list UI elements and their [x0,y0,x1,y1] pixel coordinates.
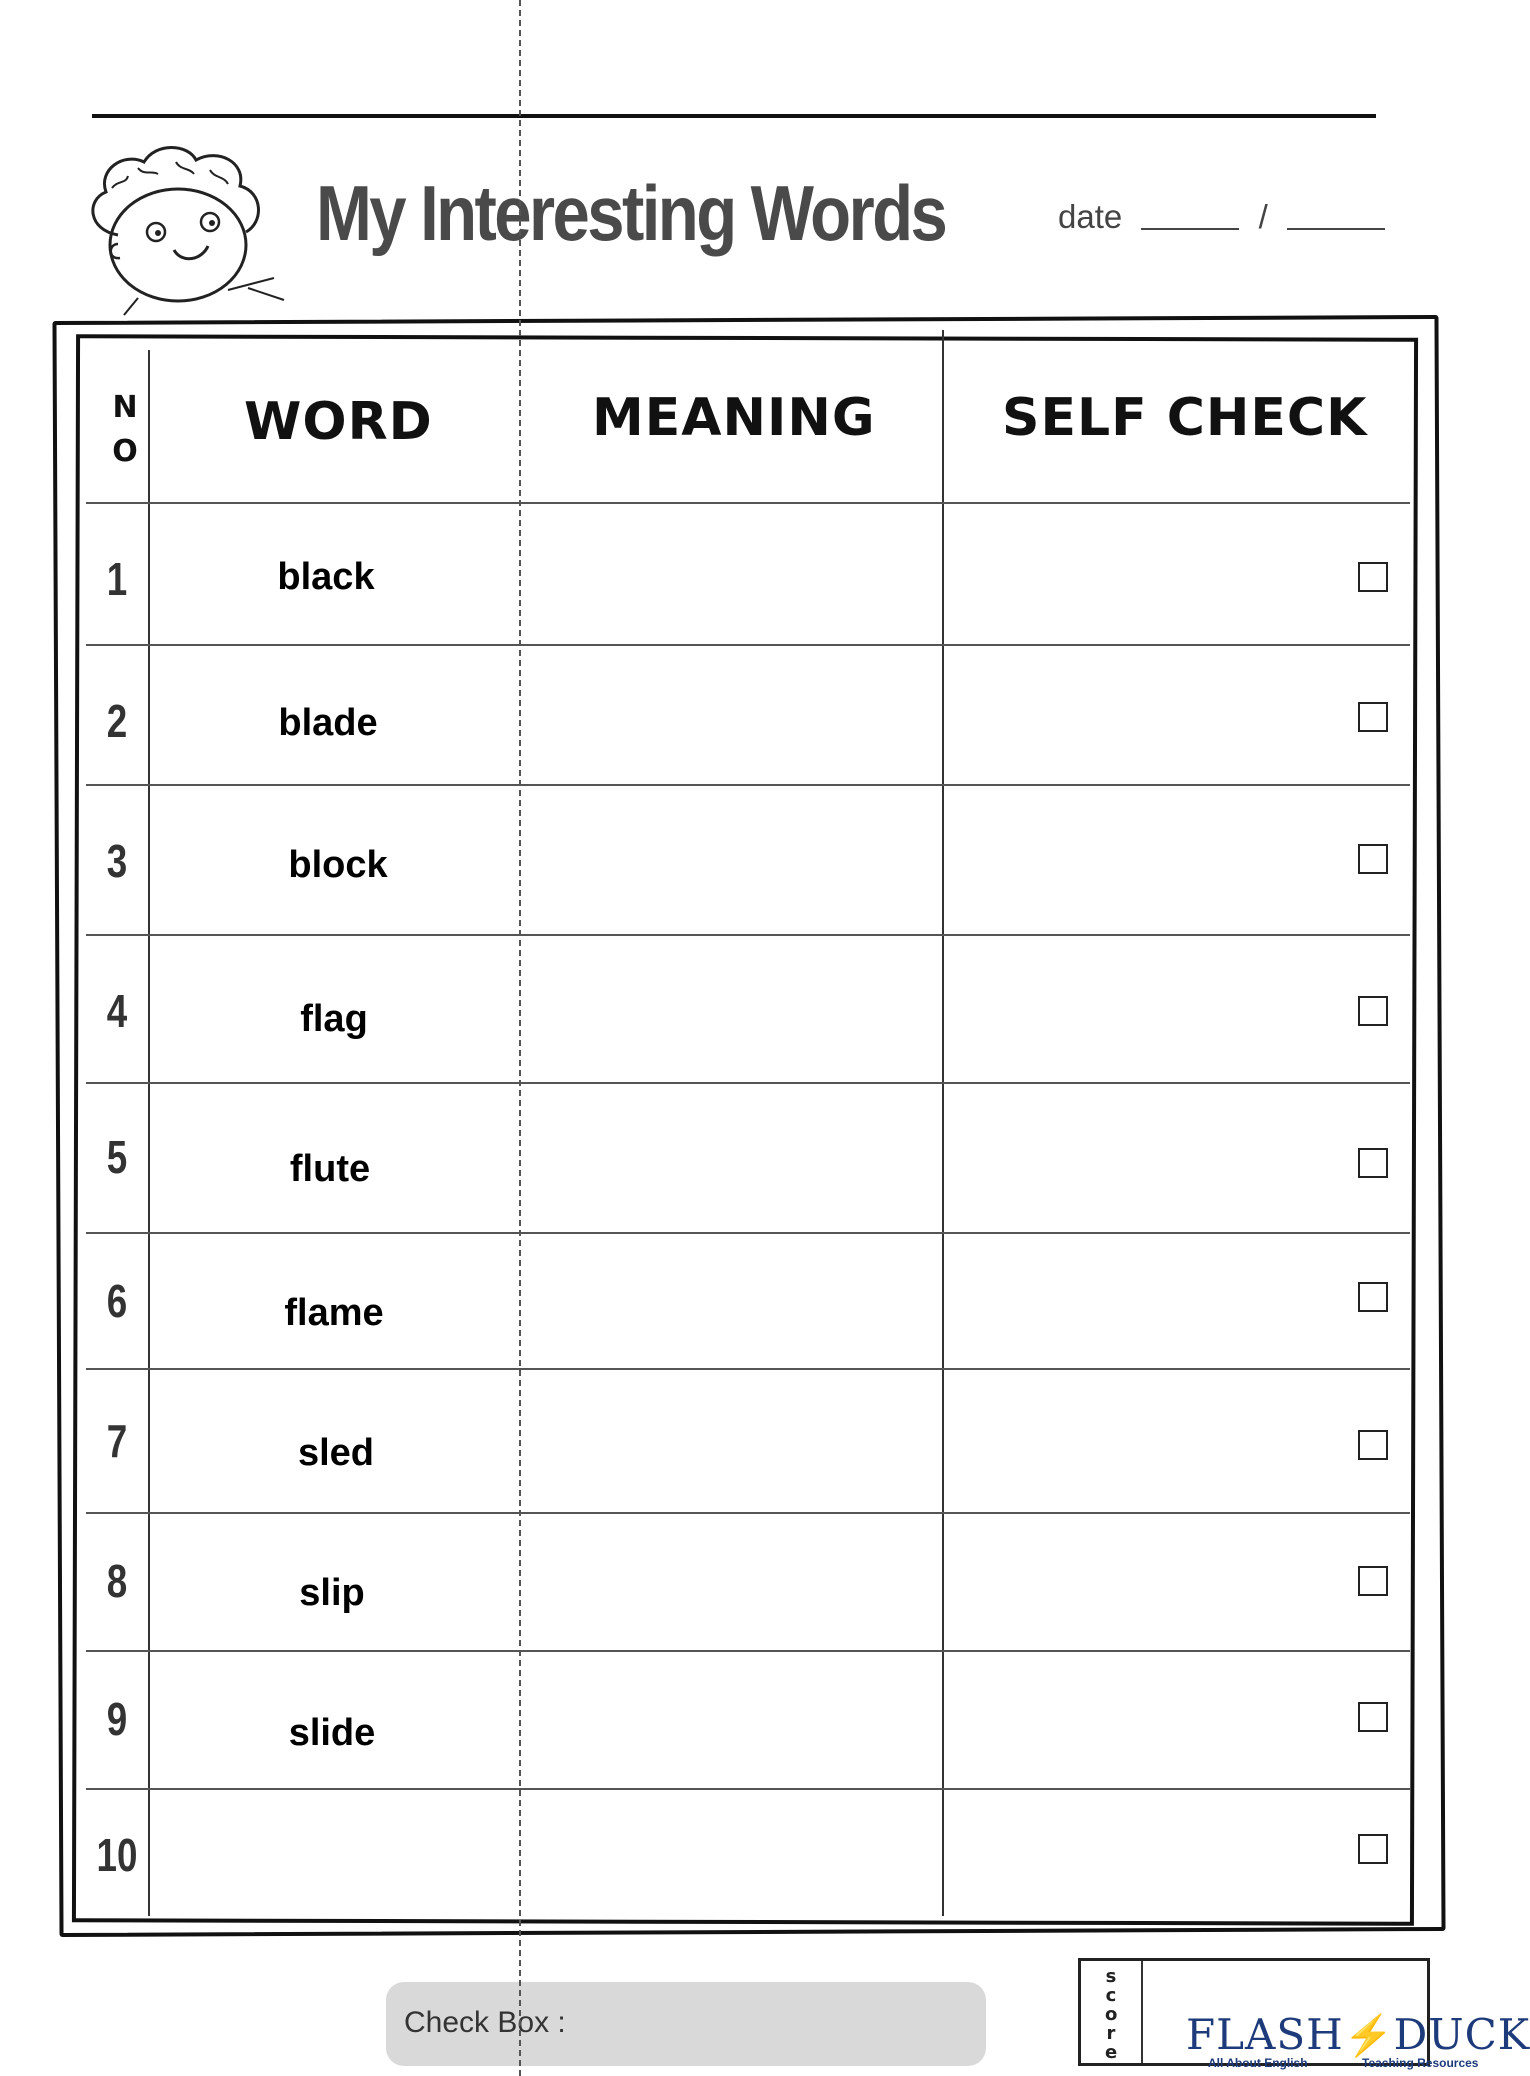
row-divider [86,1368,1410,1370]
row-divider [86,1512,1410,1514]
row-number: 1 [106,553,128,605]
logo-tagline-right: Teaching Resources [1362,2056,1479,2070]
date-field [1058,198,1395,236]
row-number: 4 [106,985,128,1037]
logo-tagline-left: All About English [1208,2056,1308,2070]
date-separator: / [1258,198,1268,235]
self-check-checkbox[interactable] [1358,1282,1388,1312]
self-check-checkbox[interactable] [1358,1702,1388,1732]
row-word: blade [278,702,378,744]
row-word: flame [284,1292,384,1334]
self-check-checkbox[interactable] [1358,996,1388,1026]
check-box-field[interactable] [386,1982,986,2066]
check-box-label: Check Box : [404,2006,566,2039]
flashduck-logo [1186,2010,1530,2070]
self-check-checkbox[interactable] [1358,702,1388,732]
self-check-checkbox[interactable] [1358,562,1388,592]
row-word: block [288,844,388,886]
date-blank-day[interactable] [1287,228,1385,230]
row-number: 10 [96,1829,138,1881]
kid-face-icon [78,140,288,315]
column-header-no [110,386,140,474]
row-number: 8 [106,1555,128,1607]
column-divider-self-check [942,330,944,1916]
logo-left-text: FLASH [1186,2010,1344,2059]
column-header-self-check: SELF CHECK [1002,388,1368,448]
row-divider [86,1650,1410,1652]
self-check-checkbox[interactable] [1358,844,1388,874]
self-check-checkbox[interactable] [1358,1430,1388,1460]
top-rule [92,114,1376,118]
self-check-checkbox[interactable] [1358,1148,1388,1178]
row-divider [86,644,1410,646]
logo-right-text: DUCK [1393,2010,1530,2059]
row-number: 9 [106,1693,128,1745]
column-divider-no [148,350,150,1916]
page-title: My Interesting Words [316,169,946,257]
score-label-text: score [1105,1966,1118,2063]
date-blank-month[interactable] [1141,228,1239,230]
column-header-meaning: MEANING [592,388,876,448]
score-label [1081,1961,1143,2063]
self-check-checkbox[interactable] [1358,1834,1388,1864]
lightning-bolt-icon: ⚡ [1343,2014,1394,2058]
row-word: black [277,556,375,598]
row-word: sled [297,1432,375,1474]
date-label: date [1058,198,1123,235]
row-divider [86,502,1410,504]
self-check-checkbox[interactable] [1358,1566,1388,1596]
row-number: 3 [106,835,128,887]
row-word: flute [289,1148,371,1190]
row-word: flag [300,998,368,1040]
column-header-no-bottom: O [112,434,138,469]
row-divider [86,934,1410,936]
row-word: slide [288,1712,376,1754]
column-header-word: WORD [244,392,433,452]
row-number: 7 [106,1415,128,1467]
fold-dashed-line [519,0,521,2076]
column-header-no-top: N [112,390,138,425]
row-divider [86,1788,1410,1790]
row-number: 2 [106,695,128,747]
row-divider [86,784,1410,786]
row-number: 5 [106,1131,128,1183]
row-word: slip [299,1572,365,1614]
row-number: 6 [106,1275,128,1327]
row-divider [86,1232,1410,1234]
row-divider [86,1082,1410,1084]
